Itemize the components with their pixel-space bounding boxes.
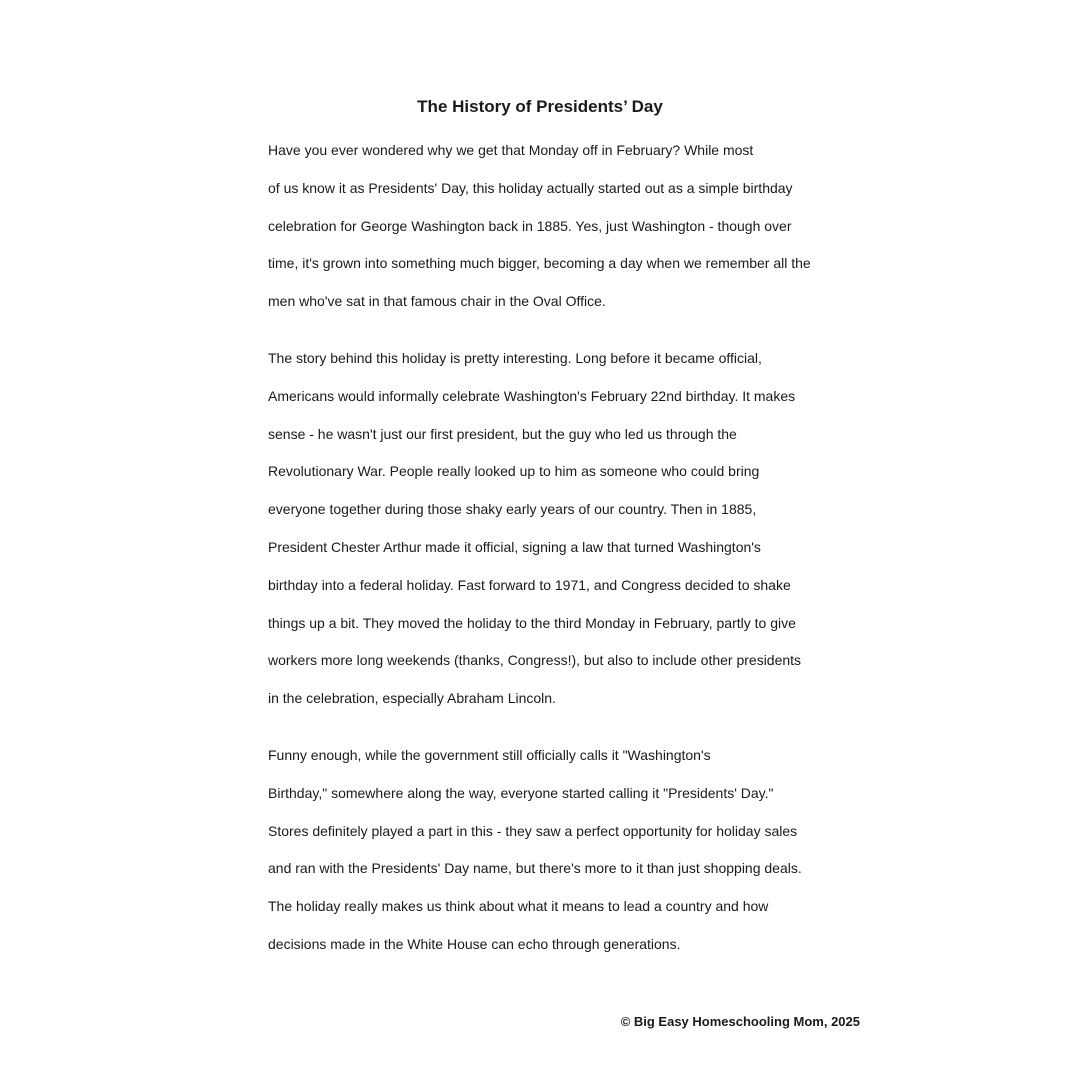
paragraph-line: time, it's grown into something much bigger, becoming a day when we remember all the <box>268 255 811 272</box>
paragraph-line: President Chester Arthur made it official, signing a law that turned Washington's <box>268 538 761 555</box>
paragraph-line: Funny enough, while the government still officially calls it "Washington's <box>268 747 711 763</box>
paragraph-line: celebration for George Washington back in 1885. Yes, just Washington - though over <box>268 217 792 234</box>
paragraph-line: The story behind this holiday is pretty interesting. Long before it became official, <box>268 350 762 366</box>
paragraph-line: decisions made in the White House can echo through generations. <box>268 935 681 952</box>
paragraph-line: Revolutionary War. People really looked up to him as someone who could bring <box>268 463 760 480</box>
paragraph-line: workers more long weekends (thanks, Congress!), but also to include other presidents <box>268 652 802 669</box>
paragraph-3 <box>218 737 860 964</box>
page-title: The History of Presidents’ Day <box>417 97 663 116</box>
paragraph-1 <box>218 132 860 321</box>
copyright-footer: © Big Easy Homeschooling Mom, 2025 <box>620 1014 860 1029</box>
paragraph-line: birthday into a federal holiday. Fast forward to 1971, and Congress decided to shake <box>268 576 791 593</box>
paragraph-line: everyone together during those shaky early years of our country. Then in 1885, <box>268 501 757 518</box>
paragraph-line: Have you ever wondered why we get that Monday off in February? While most <box>268 142 754 158</box>
paragraph-line: in the celebration, especially Abraham Lincoln. <box>268 690 556 707</box>
paragraph-line: sense - he wasn't just our first president, but the guy who led us through the <box>268 425 737 442</box>
paragraph-line: men who've sat in that famous chair in the Oval Office. <box>268 293 606 310</box>
paragraph-line: Americans would informally celebrate Washington's February 22nd birthday. It makes <box>268 387 796 404</box>
paragraph-line: Stores definitely played a part in this - they saw a perfect opportunity for holiday sales <box>268 822 798 839</box>
paragraph-line: things up a bit. They moved the holiday to the third Monday in February, partly to give <box>268 614 796 631</box>
paragraph-line: of us know it as Presidents' Day, this holiday actually started out as a simple birthday <box>268 179 793 196</box>
paragraph-2 <box>218 340 860 718</box>
paragraph-line: The holiday really makes us think about what it means to lead a country and how <box>268 898 769 915</box>
paragraph-line: and ran with the Presidents' Day name, but there's more to it than just shopping deals. <box>268 860 802 877</box>
paragraph-line: Birthday," somewhere along the way, everyone started calling it "Presidents' Day." <box>268 784 774 801</box>
